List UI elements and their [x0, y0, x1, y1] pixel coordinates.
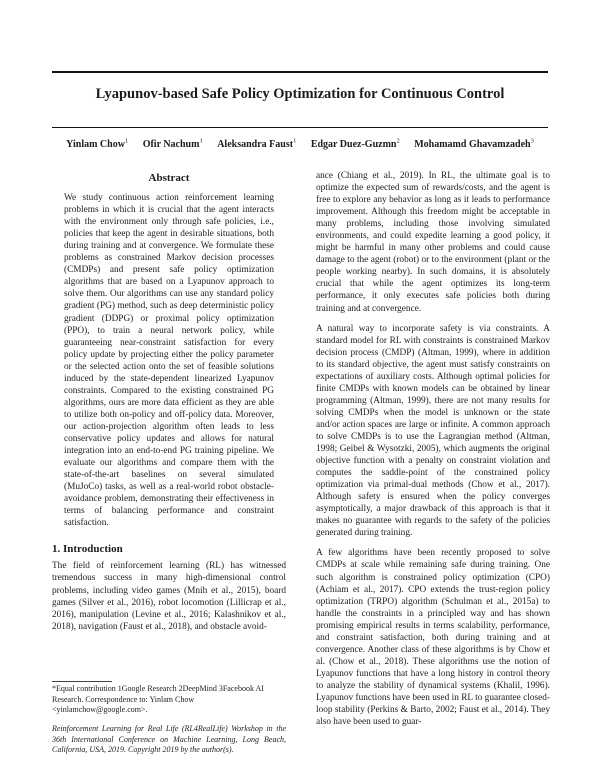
paper-title: Lyapunov-based Safe Policy Optimization for Continuous Control — [95, 86, 505, 102]
intro-paragraph-2: A natural way to incorporate safety is via constraints. A standard model for RL with constraints is constrained Markov decision process (CMDP) (Altman, 1999), where in addition to its standard objective, the agent must satisfy constraints on expectations of auxiliary costs. Although optimal policies for finite CMDPs with known models can be obtained by linear programming (Altman, 1999), there are not many results for solving CMDPs when the model is unknown or the state and/or action spaces are large or infinite. A common approach to solve CMDPs is to use the Lagrangian method (Altman, 1998; Geibel & Wysotzki, 2005), which augments the original objective function with a penalty on constraint violation and computes the saddle-point of the constrained policy optimization via primal-dual methods (Chow et al., 2017). Although safety is ensured when the policy converges asymptotically, a major drawback of this approach is that it makes no guarantee with regards to the safety of the policies generated during training. — [316, 323, 550, 539]
author-affiliation: 3 — [530, 138, 534, 145]
author-name: Edgar Duez-Guzmn — [310, 139, 397, 151]
abstract-text: We study continuous action reinforcement learning problems in which it is crucial that the agent interacts with the environment only through safe policies, i.e., policies that keep the agent in desirable situations, both during training and at convergence. We formulate these problems as constrained Markov decision processes (CMDPs) and present safe policy optimization algorithms that are based on a Lyapunov approach to solve them. Our algorithms can use any standard policy gradient (PG) method, such as deep deterministic policy gradient (DDPG) or proximal policy optimization (PPO), to train a neural network policy, while guaranteeing near-constraint satisfaction for every policy update by projecting either the policy parameter or the selected action onto the set of feasible solutions induced by the state-dependent linearized Lyapunov constraints. Compared to the existing constrained PG algorithms, ours are more data efficient as they are able to utilize both on-policy and off-policy data. Moreover, our action-projection algorithm often leads to less conservative policy updates and allows for natural integration into an end-to-end PG training pipeline. We evaluate our algorithms and compare them with the state-of-the-art baselines on several simulated (MuJoCo) tasks, as well as a real-world robot obstacle-avoidance problem, demonstrating their effectiveness in terms of balancing performance and constraint satisfaction. — [64, 193, 274, 529]
left-column — [52, 170, 286, 633]
author — [311, 139, 400, 150]
author-affiliation: 1 — [124, 138, 129, 145]
intro-paragraph-1: The field of reinforcement learning (RL) has witnessed tremendous success in many high-dimensional control problems, including video games (Mnih et al., 2015), board games (Silver et al., 2016), robot locomotion (Lillicrap et al., 2016), manipulation (Levine et al., 2016; Kalashnikov et al., 2018), navigation (Faust et al., 2018), and obstacle avoid- — [52, 561, 286, 632]
workshop-notice: Reinforcement Learning for Real Life (RL4RealLife) Workshop in the 36th International Conference on Machine Learning, Long Beach, California, USA, 2019. Copyright 2019 by the author(s). — [52, 724, 286, 755]
author — [66, 139, 128, 150]
author-name: Ofir Nachum — [142, 139, 200, 151]
introduction-heading: 1. Introduction — [52, 543, 123, 556]
author — [217, 139, 296, 150]
right-column — [316, 170, 550, 728]
intro-paragraph-continued: ance (Chiang et al., 2019). In RL, the ultimate goal is to optimize the expected sum of rewards/costs, and the agent is free to explore any behavior as long as it leads to performance improvement. Although this freedom might be acceptable in many problems, including those involving simulated environments, and could expedite learning a good policy, it might be harmful in many other problems and could cause damage to the agent (robot) or to the environment (plant or the people working nearby). In such domains, it is absolutely crucial that while the agent optimizes its long-term performance, it only executes safe policies both during training and at convergence. — [316, 171, 550, 314]
author — [143, 139, 203, 150]
author-affiliation: 1 — [293, 138, 297, 145]
author-name: Yinlam Chow — [66, 139, 125, 151]
author — [414, 139, 534, 150]
author-name: Aleksandra Faust — [217, 139, 294, 151]
title-rule-bottom — [52, 127, 548, 128]
abstract-heading: Abstract — [148, 172, 190, 184]
footnote-rule — [52, 681, 112, 682]
intro-paragraph-3: A few algorithms have been recently proposed to solve CMDPs at scale while remaining safe during training. One such algorithm is constrained policy optimization (CPO) (Achiam et al., 2017). CPO extends the trust-region policy optimization (TRPO) algorithm (Schulman et al., 2015a) to handle the constraints in a principled way and has shown promising empirical results in terms scalability, performance, and constraint satisfaction, both during training and at convergence. Another class of these algorithms is by Chow et al. (Chow et al., 2018). These algorithms use the notion of Lyapunov functions that have a long history in control theory to analyze the stability of dynamical systems (Khalil, 1996). Lyapunov functions have been used in RL to guarantee closed-loop stability (Perkins & Barto, 2002; Faust et al., 2014). They also have been used to guar- — [316, 548, 550, 728]
title-rule-top — [52, 71, 548, 73]
author-name: Mohamamd Ghavamzadeh — [414, 139, 531, 151]
author-affiliation: 2 — [396, 138, 400, 145]
author-affiliation: 1 — [199, 138, 203, 145]
abstract-block — [52, 192, 286, 529]
author-list — [52, 138, 548, 150]
affiliation-footnote: *Equal contribution 1Google Research 2DeepMind 3Facebook AI Research. Correspondence to: Yinlam Chow <yinlamchow@google.com>. — [52, 684, 264, 715]
